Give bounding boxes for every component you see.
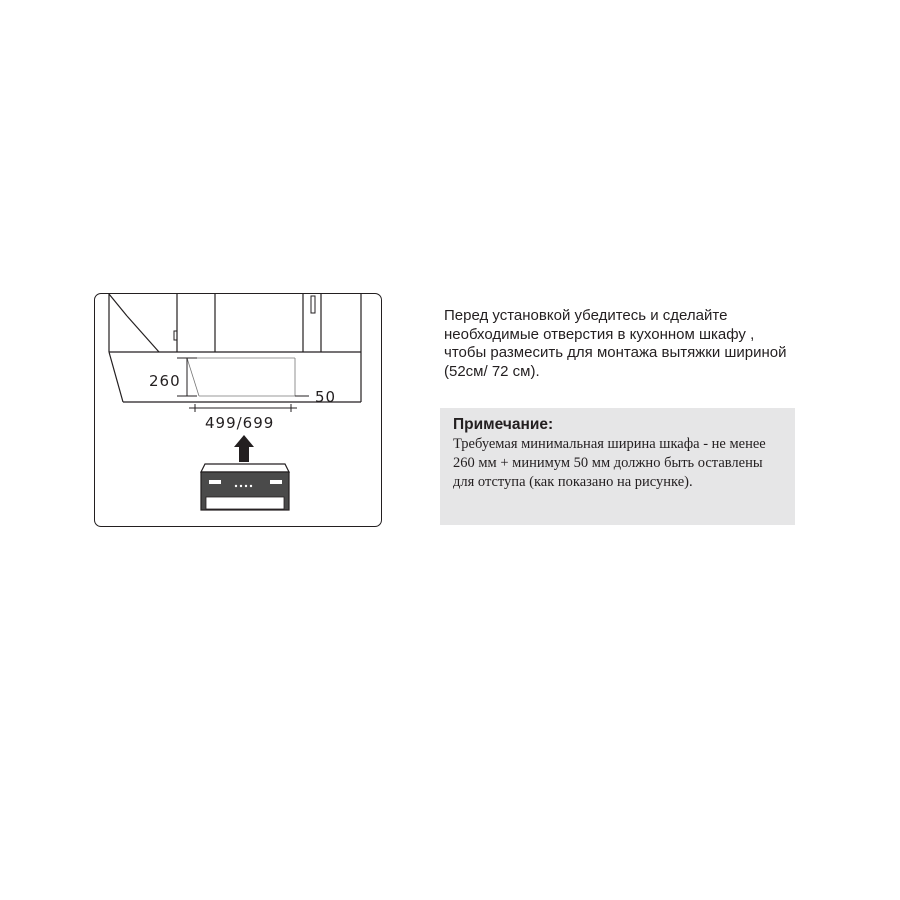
range-hood-unit — [201, 464, 289, 510]
dimension-height-label: 260 — [149, 372, 181, 390]
control-button — [250, 485, 252, 487]
note-text: Требуемая минимальная ширина шкафа - не менее 260 мм + минимум 50 мм должно быть оставлены для отступа (как показано на рисунке). — [453, 436, 766, 490]
hood-light — [209, 480, 221, 484]
note-box — [440, 408, 795, 525]
installation-diagram — [94, 293, 382, 527]
wall-cabinets — [109, 294, 361, 352]
control-button — [240, 485, 242, 487]
door-handle-left — [174, 331, 177, 340]
hood-light — [270, 480, 282, 484]
up-arrow-icon — [234, 435, 254, 462]
dimension-offset-label: 50 — [315, 388, 337, 406]
control-button — [245, 485, 247, 487]
door-handle-right — [311, 296, 315, 313]
installation-instructions: Перед установкой убедитесь и сделайте необходимые отверстия в кухонном шкафу , чтобы размесить для монтажа вытяжки шириной (52см/ 72 см). — [444, 307, 787, 380]
cabinet-drawing — [95, 294, 382, 527]
dimension-width-label: 499/699 — [205, 414, 275, 432]
note-title: Примечание: — [453, 416, 554, 433]
control-button — [235, 485, 237, 487]
dimension-lines — [177, 358, 309, 412]
